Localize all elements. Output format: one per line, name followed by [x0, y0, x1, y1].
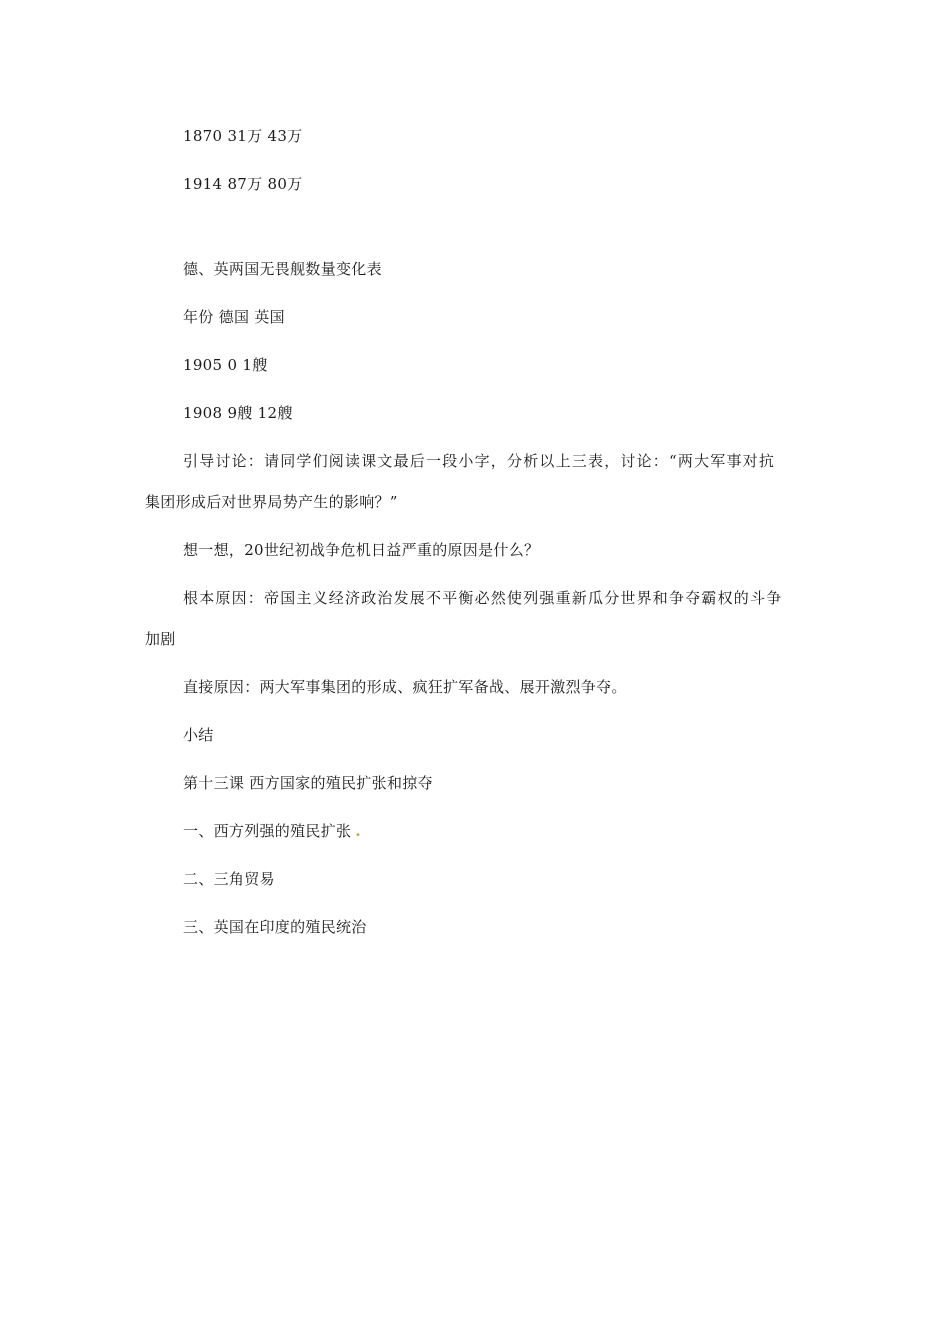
dot-mark: . [355, 822, 361, 840]
summary-heading: 小结 [183, 726, 214, 744]
table-row-1870: 1870 31万 43万 [183, 127, 303, 145]
root-cause-line-1: 根本原因：帝国主义经济政治发展不平衡必然使列强重新瓜分世界和争夺霸权的斗争 [183, 589, 783, 607]
outline-item-3: 三、英国在印度的殖民统治 [183, 918, 367, 936]
table-row-1908: 1908 9艘 12艘 [183, 404, 293, 422]
discussion-paragraph-line-1: 引导讨论：请同学们阅读课文最后一段小字，分析以上三表，讨论：“两大军事对抗 [183, 452, 776, 470]
direct-cause: 直接原因：两大军事集团的形成、疯狂扩军备战、展开激烈争夺。 [183, 678, 627, 696]
table-row-1905: 1905 0 1艘 [183, 356, 268, 374]
discussion-paragraph-line-2: 集团形成后对世界局势产生的影响？” [145, 493, 398, 511]
table-header: 年份 德国 英国 [183, 308, 285, 326]
think-question: 想一想，20世纪初战争危机日益严重的原因是什么？ [183, 541, 540, 559]
lesson-title: 第十三课 西方国家的殖民扩张和掠夺 [183, 774, 433, 792]
outline-item-1-text: 一、西方列强的殖民扩张 [183, 822, 352, 840]
table-row-1914: 1914 87万 80万 [183, 175, 303, 193]
outline-item-2: 二、三角贸易 [183, 870, 275, 888]
root-cause-line-2: 加剧 [145, 630, 176, 648]
outline-item-1 [183, 821, 361, 841]
table-title-dreadnought: 德、英两国无畏舰数量变化表 [183, 260, 382, 278]
